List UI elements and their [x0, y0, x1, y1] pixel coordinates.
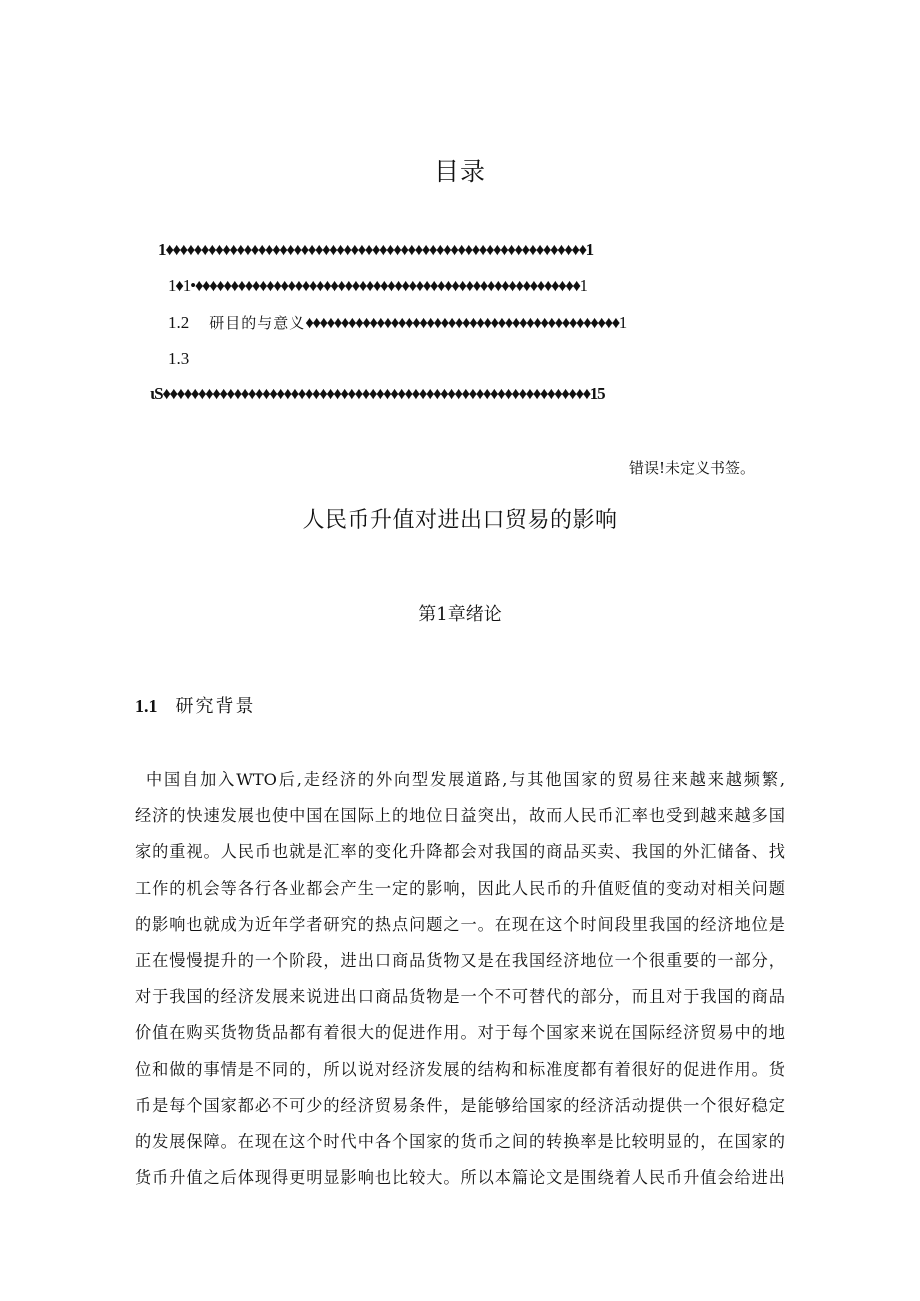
section-number: 1.1 — [135, 696, 158, 716]
toc-entry-3[interactable] — [168, 312, 720, 333]
paragraph-line: 正在慢慢提升的一个阶段，进出口商品货物又是在我国经济地位一个很重要的一部分， — [135, 950, 785, 970]
paragraph-line: 中国自加入WTO后,走经济的外向型发展道路,与其他国家的贸易往来越来越频繁, — [146, 770, 785, 789]
paragraph-line: 价值在购买货物货品都有着很大的促进作用。对于每个国家来说在国际经济贸易中的地 — [135, 1023, 785, 1043]
toc-entry-prefix: 1♦1• — [168, 276, 195, 295]
toc-page-number: 1 — [585, 240, 593, 259]
paragraph-line: 对于我国的经济发展来说进出口商品货物是一个不可替代的部分，而且对于我国的商品 — [135, 987, 785, 1007]
toc-leader: ♦♦♦♦♦♦♦♦♦♦♦♦♦♦♦♦♦♦♦♦♦♦♦♦♦♦♦♦♦♦♦♦♦♦♦♦♦♦♦♦♦♦♦♦ — [305, 313, 619, 332]
toc-entry-4[interactable]: 1.3 — [168, 349, 190, 368]
paper-title: 人民币升值对进出口贸易的影响 — [302, 508, 618, 533]
toc-entry-number: 1.2 — [168, 313, 190, 332]
paragraph-line: 的发展保障。在现在这个时代中各个国家的货币之间的转换率是比较明显的，在国家的 — [135, 1131, 785, 1151]
toc-leader: ♦♦♦♦♦♦♦♦♦♦♦♦♦♦♦♦♦♦♦♦♦♦♦♦♦♦♦♦♦♦♦♦♦♦♦♦♦♦♦♦♦♦♦♦♦♦♦♦♦♦♦♦♦♦ — [194, 276, 580, 295]
section-heading — [135, 692, 256, 718]
toc-leader: ♦♦♦♦♦♦♦♦♦♦♦♦♦♦♦♦♦♦♦♦♦♦♦♦♦♦♦♦♦♦♦♦♦♦♦♦♦♦♦♦♦♦♦♦♦♦♦♦♦♦♦♦♦♦♦♦♦♦♦♦ — [162, 384, 590, 403]
paragraph-line: 币是每个国家都必不可少的经济贸易条件，是能够给国家的经济活动提供一个很好稳定 — [135, 1095, 785, 1115]
paragraph-line: 的影响也就成为近年学者研究的热点问题之一。在现在这个时间段里我国的经济地位是 — [135, 914, 785, 934]
toc-entry-label: 研目的与意义 — [209, 314, 306, 332]
section-label: 研究背景 — [175, 696, 256, 717]
toc-title: 目录 — [433, 157, 486, 186]
paragraph-line: 工作的机会等各行各业都会产生一定的影响，因此人民币的升值贬值的变动对相关问题 — [135, 878, 785, 898]
paragraph-line: 位和做的事情是不同的，所以说对经济发展的结构和标准度都有着很好的促进作用。货 — [135, 1059, 785, 1079]
paragraph-line: 货币升值之后体现得更明显影响也比较大。所以本篇论文是围绕着人民币升值会给进出 — [135, 1168, 785, 1188]
toc-leader: ♦♦♦♦♦♦♦♦♦♦♦♦♦♦♦♦♦♦♦♦♦♦♦♦♦♦♦♦♦♦♦♦♦♦♦♦♦♦♦♦♦♦♦♦♦♦♦♦♦♦♦♦♦♦♦♦♦♦♦ — [165, 240, 586, 259]
toc-entry-1[interactable] — [158, 240, 710, 260]
toc-entry-5[interactable] — [150, 384, 778, 404]
toc-page-number: 15 — [589, 384, 605, 403]
body-paragraph — [135, 762, 785, 1196]
toc-entry-prefix: ιS — [150, 384, 163, 403]
bookmark-error-text: 错误!未定义书签。 — [628, 459, 755, 477]
toc-page-number: 1 — [618, 313, 627, 332]
paragraph-line: 经济的快速发展也使中国在国际上的地位日益突出，故而人民币汇率也受到越来越多国 — [135, 806, 785, 826]
paragraph-line: 家的重视。人民币也就是汇率的变化升降都会对我国的商品买卖、我国的外汇储备、找 — [135, 842, 785, 862]
chapter-title: 第1章绪论 — [418, 604, 502, 625]
toc-entry-2[interactable] — [168, 276, 700, 296]
toc-entry-prefix: 1 — [158, 240, 166, 259]
toc-page-number: 1 — [579, 276, 587, 295]
